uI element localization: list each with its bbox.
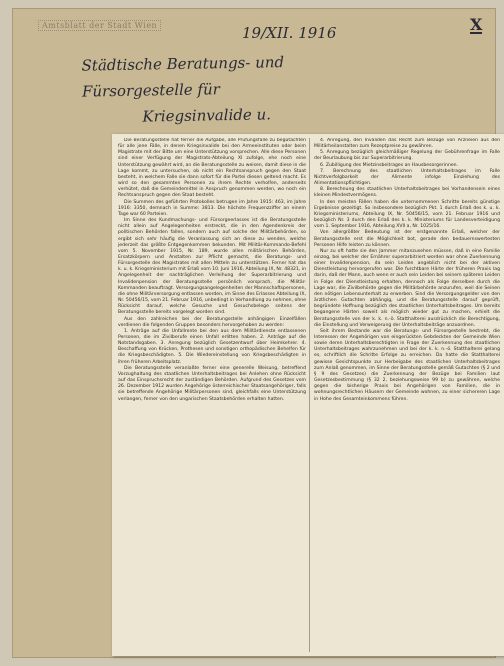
right-paragraph: Seit ihrem Bestande war die Beratungs- und Fürsorgestelle bestrebt, die Interessen der Angehörigen von eingerückten Gebdeckten der Gemeinde Wien sowie deren Unterhaltsberechtigten in Frage der Zuerkennung des staatlichen Unterhaltsbeitrages wahrzunehmen und bei der k. k. n.-ö. Statthalterei gelang es, schriftlich die Schritte Erfolge zu erreichen. Da hatte die Statthalterei gewisse Gesichtspunkte zur Herbeigabe des staatlichen Unterhaltsbeitrages zum Anlaß genommen, im Sinne der Beratungsstelle gemäß Gutachten (§ 2 und § 9 des Gesetzes) die Zuerkennung der Bezüge bei Familien laut Gesetzesbestimmung (§ 32 2, beziehungsweise 99 b) zu gewähren, welche gegen die bisherige Praxis bei Angehörigen von Familien, die in wohnungsrechtlichen Häusern der Gemeinde wohnen, zu einer sichereren Lage in Hohe des Gesamteinkommens führen. <box>314 328 500 402</box>
page-roman-numeral: X <box>470 15 483 34</box>
right-paragraph: 5. Anregung bezüglich gleichmäßiger Regelung der Gebührenfrage im Falle der Beurlaubung bis zur Superarbitrierung. <box>314 150 500 162</box>
handwritten-title <box>81 47 382 130</box>
handwritten-title-line-1: Städtische Beratungs- und Fürsorgestelle für <box>81 53 285 101</box>
clipping-right-column <box>314 138 500 652</box>
left-paragraph: Die Beratungsstelle hat ferner die Aufgabe, alle Prüfungsfälle zu begutachten für alle jene Fälle, in denen Kriegsinvalide bei den Armeeinstituten oder beim Magistrate mit der Bitte um eine Unterstützung vorsprechen. Alle diese Personen sind einer Verfügung der Magistrats-Abteilung XI zufolge, ehe noch eine Unterstützung gewährt wird, an die Beratungsstelle zu weisen, damit diese in die Lage kommt, zu untersuchen, ob nicht ein Rechtsanspruch gegen den Staat besteht, in welchem Falle sie dann sofort für die Partei diesen geltend macht. Es wird so den gesammten Personen zu ihrem Rechte verholfen, anderseits verhütet, daß die Gemeindemittel in Anspruch genommen werden, wo noch ein Rechtsanspruch gegen den Staat besteht. <box>118 138 306 199</box>
right-paragraph: In den meisten Fällen haben die unternommenen Schritte bereits günstige Ergebnisse gezeitigt. So insbesondere bezüglich Pkt. 1 durch Erlaß des k. u. k. Kriegsministeriums, Abteilung IX, Nr. 50456/15, vom 21. Februar 1916 und bezüglich Nr. 3 durch den Erlaß des k. k. Ministeriums für Landesverteidigung vom 1. September 1916, Abteilung XVII a, Nr. 1025/16. <box>314 199 500 230</box>
left-paragraph: Im Sinne des Kundmachungs- und Fürsorgeerlasses ist die Beratungsstelle nicht allein auf Angelegenheiten erstreckt, die in den Agendenkreis der politischen Behörden fallen, sondern auch auf solche der Militärbehörden, so ergibt sich sehr häufig die Veranlassung sich an diese zu wenden, welche jederzeit das größte Entgegenkommen bekunden. Mit Militär-Kommando-Befehl vom 5. November 1915, Nr. 189, wurde allen militärischen Behörden, Ersatzkörpern und Anstalten zur Pflicht gemacht, die Beratungs- und Fürsorgestelle des Magistrates mit allen Mitteln zu unterstützen. Ferner hat das k. u. k. Kriegsministerium mit Erlaß vom 10. Juni 1916, Abteilung IX, Nr. 48321, in Angelegenheit der nachträglichen Verleihung der Superarbitrierung und Invalidenpension der Beratungsstelle persönlich vorsprach, die Militär-Kommanden beauftragt. Versorgungsangelegenheiten der Mannschaftspersonen, die ohne Militärversorgung entlassen worden, im Sinne des Erlasses Abteilung IX, Nr. 50456/15, vom 21. Februar 1916, unbedingt in Verhandlung zu nehmen, ohne Rücksicht darauf, welche Gesuche und Gesuchsbelege seitens der Beratungsstelle bereits vorgelegt worden sind. <box>118 218 306 316</box>
newspaper-clipping <box>112 134 504 656</box>
left-paragraph: Die Summen des geführten Protokolles betrugen im Jahre 1915: 463, im Jahre 1916: 3350, demnach in Summe: 3813. Die höchste Frequenzziffer an einem Tage war 60 Parteien. <box>118 199 306 217</box>
archive-sheet <box>12 8 500 658</box>
column-divider <box>309 138 310 652</box>
handwritten-title-line-2: Kriegsinvalide u. <box>142 105 272 126</box>
left-paragraph: 1. Anträge auf die Unfallrente bei den aus dem Militärdienste entlassenen Personen, die im Zivilberufe einen Unfall erlitten haben. 2. Anträge auf die Notstandsgaben. 3. Anregung bezüglich Gesetzentwurf über Heimkehrer. 4. Beschaffung von Krücken, Prothesen und sonstigen orthopädischen Behelfen für die Kriegsbeschädigten. 5. Die Wiedereinstellung von Kriegsbeschädigten in ihren früheren Arbeitsplatz. <box>118 328 306 365</box>
archive-stamp: Amtsblatt der Stadt Wien <box>38 20 161 31</box>
right-paragraph: 7. Berechnung des staatlichen Unterhaltsbeitrages im Falle Nichtverfolgbarkeit der Alimente infolge Einziehung des Alimentationspflichtigen. <box>314 168 500 187</box>
right-paragraph: Nur zu oft hatte sie den Jammer mitanzusehen müssen, daß in eine Familie einzog, bei welcher der Ernährer superarbitriert worden war ohne Zuerkennung einer Invalidenpension, da sein Leiden angeblich nicht bei der aktiven Dienstleistung hervorgerufen war. Die furchtbare Härte der früheren Praxis lag darin, daß der Mann, auch wenn er auch sein Leiden bei seinem späteren Leiden in Folge der Dienstleistung erhalten, dennoch als Folge derselben durch die Lage war, die Zivilbehörde gegen die Militärbehörde anzurufen, weil die Seinen den nötigen Lebensunterhalt zu erwerben. Sind die Versorgungsgelder von den ärztlichen Gutachten abhängig, und die Beratungsstelle darauf geprüft, begründete Hoffnung bezüglich des staatlichen Unterhaltsbeitrages. Um bereits begangene Härten soweit als möglich wieder gut zu machen, erhielt die Beratungsstelle von der k. k. n.-ö. Statthalterei ausdrücklich die Berechtigung, die Einstellung und Verweigerung der Unterhaltsbeiträge anzuordnen. <box>314 248 500 328</box>
right-paragraph: 6. Zubilligung des Mietzinsbeitrages an Hausbesorgerinnen. <box>320 162 459 168</box>
left-paragraph: Aus den zahlreichen bei der Beratungsstelle anhängigen Einzelfällen verdienen die folgenden Gruppen besonders hervorgehoben zu werden: <box>118 316 306 328</box>
left-paragraph: Die Beratungsstelle veranlaßte ferner eine generelle Weisung, betreffend Vorzughaltung des staatlichen Unterhaltsbeitrages bei Anlehen ohne Rücksicht auf das Einspruchsrecht der zuständigen Behörden. Aufgrund des Gesetzes vom 26. Dezember 1912 wurden Angehörige österreichischer Staatsangehöriger, falls sie betreffende Angehörige Militärpersonen sind, gleichfalls eine Unterstützung verlangen, ferner von den ungarischen Staatsbehörden erhalten hatten. <box>118 365 306 402</box>
right-paragraph: 8. Berechnung des staatlichen Unterhaltsbeitrages bei Vorhandensein eines kleinen Mindestvermögens. <box>314 187 500 199</box>
right-paragraph: Von allergrößter Bedeutung ist der erstgenannte Erlaß, welcher der Beratungsstelle erst die Möglichkeit bot, gerade den bedauernswertesten Personen Hilfe leisten zu können. <box>314 230 500 248</box>
clipping-left-column <box>118 138 306 652</box>
handwritten-date: 19/XII. 1916 <box>242 24 337 42</box>
right-paragraph: 4. Anregung, den Invaliden das Recht zum Bezuge von Arzneien aus den Militärheilanstalten zum Rezeptpreise zu gewähren. <box>314 138 500 150</box>
